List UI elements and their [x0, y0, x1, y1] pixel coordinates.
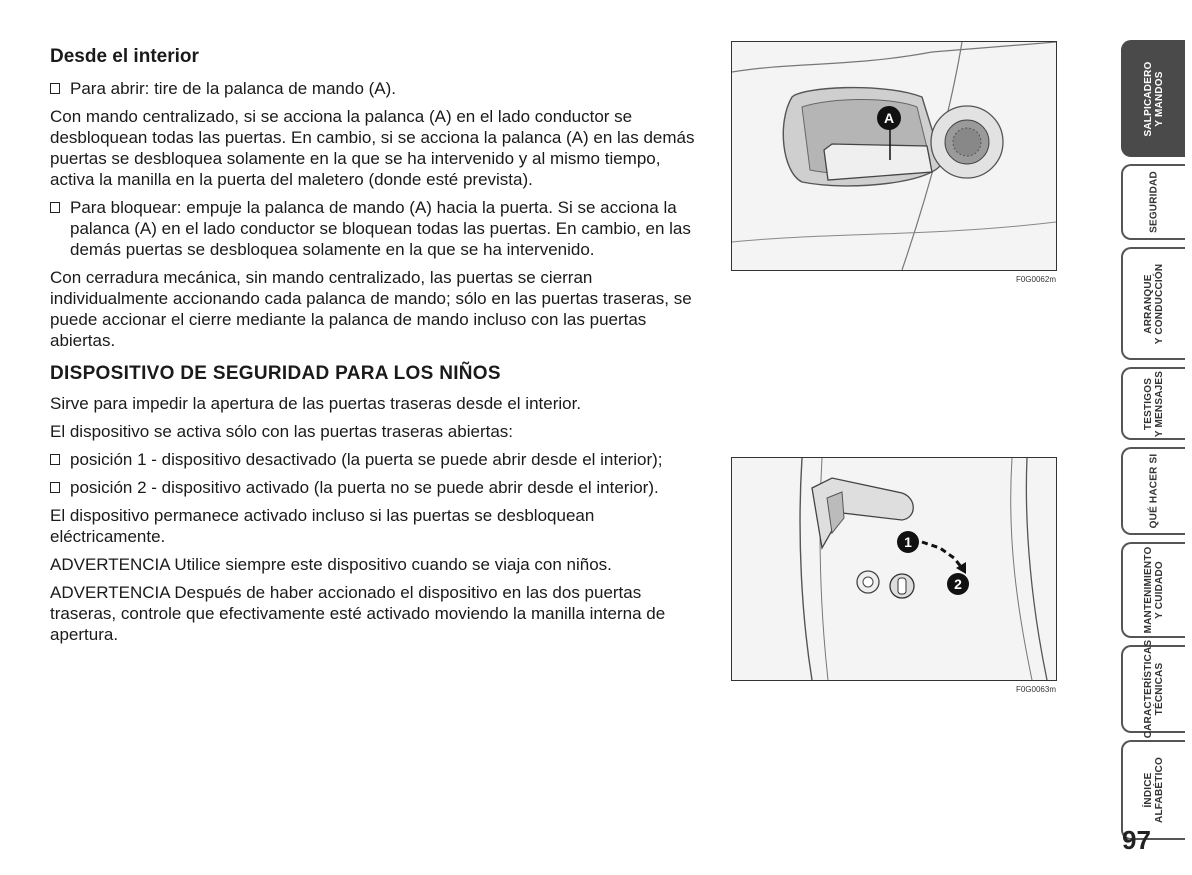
callout-a-label: A [883, 110, 895, 126]
tab-que-hacer[interactable] [1121, 447, 1185, 535]
position1-bullet: posición 1 - dispositivo desactivado (la puerta se puede abrir desde el interior); [50, 449, 700, 470]
checkbox-bullet-icon [50, 83, 60, 94]
checkbox-bullet-icon [50, 482, 60, 493]
tab-arranque-label: ARRANQUE Y CONDUCCIÓN [1143, 263, 1165, 344]
central-locking-paragraph: Con mando centralizado, si se acciona la palanca (A) en el lado conductor se desbloquean todas las puertas. En cambio, si se acciona la palanca (A) en las demás puertas se desbloquea solamente en la que se ha intervenido y al mismo tiempo, activa la manilla en la puerta del maletero (donde esté prevista). [50, 107, 695, 189]
position1-label: 1 [904, 534, 912, 550]
chapter-tabs [1121, 40, 1192, 847]
figure-code-2: F0G0063m [1015, 685, 1056, 694]
tab-indice-label: ÍNDICE ALFABÉTICO [1143, 757, 1165, 823]
tab-caracteristicas-label: CARACTERÍSTICAS TÉCNICAS [1143, 639, 1165, 739]
child-lock-figure [731, 457, 1057, 694]
tab-mantenimiento[interactable] [1121, 542, 1185, 638]
tab-testigos-label: TESTIGOS Y MENSAJES [1143, 370, 1165, 437]
mechanical-lock-paragraph: Con cerradura mecánica, sin mando centralizado, las puertas se cierran individualmente accionando cada palanca de mando; sólo en las puertas traseras, se puede accionar el cierre mediante la palanca de mando incluso con las puertas abiertas. [50, 268, 692, 350]
persist-paragraph: El dispositivo permanece activado incluso si las puertas se desbloquean eléctricamente. [50, 506, 595, 546]
position2-label: 2 [954, 576, 962, 592]
tab-arranque[interactable] [1121, 247, 1185, 360]
tab-salpicadero-label: SALPICADERO Y MANDOS [1143, 61, 1165, 136]
checkbox-bullet-icon [50, 202, 60, 213]
tab-seguridad[interactable] [1121, 164, 1185, 240]
figure-code-1: F0G0062m [1015, 275, 1056, 284]
purpose-paragraph: Sirve para impedir la apertura de las puertas traseras desde el interior. [50, 394, 582, 413]
tab-que-hacer-label: QUÉ HACER SI [1148, 453, 1160, 529]
open-bullet: Para abrir: tire de la palanca de mando (A). [50, 78, 700, 99]
page-number: 97 [1122, 825, 1151, 855]
main-text-column [50, 46, 700, 652]
door-lever-illustration [732, 42, 1056, 270]
checkbox-bullet-icon [50, 454, 60, 465]
position2-bullet: posición 2 - dispositivo activado (la puerta no se puede abrir desde el interior). [50, 477, 700, 498]
tab-testigos[interactable] [1121, 367, 1185, 440]
interior-heading: Desde el interior [50, 46, 199, 67]
tab-caracteristicas[interactable] [1121, 639, 1185, 739]
door-lever-figure [731, 41, 1057, 284]
child-safety-heading: DISPOSITIVO DE SEGURIDAD PARA LOS NIÑOS [50, 363, 501, 384]
lock-bullet: Para bloquear: empuje la palanca de mando (A) hacia la puerta. Si se acciona la palanca (A) en el lado conductor se bloquean todas las puertas. En cambio, en las demás puertas se desbloquea solamente en la que se ha intervenido. [50, 197, 700, 260]
warning-paragraph-1: ADVERTENCIA Utilice siempre este dispositivo cuando se viaja con niños. [50, 555, 612, 574]
tab-mantenimiento-label: MANTENIMIENTO Y CUIDADO [1143, 546, 1165, 634]
tab-salpicadero[interactable] [1121, 40, 1185, 157]
warning-paragraph-2: ADVERTENCIA Después de haber accionado el dispositivo en las dos puertas traseras, controle que efectivamente esté activado moviendo la manilla interna de apertura. [50, 583, 666, 644]
activation-paragraph: El dispositivo se activa sólo con las puertas traseras abiertas: [50, 422, 514, 441]
tab-seguridad-label: SEGURIDAD [1148, 171, 1160, 233]
child-lock-illustration [732, 458, 1056, 680]
